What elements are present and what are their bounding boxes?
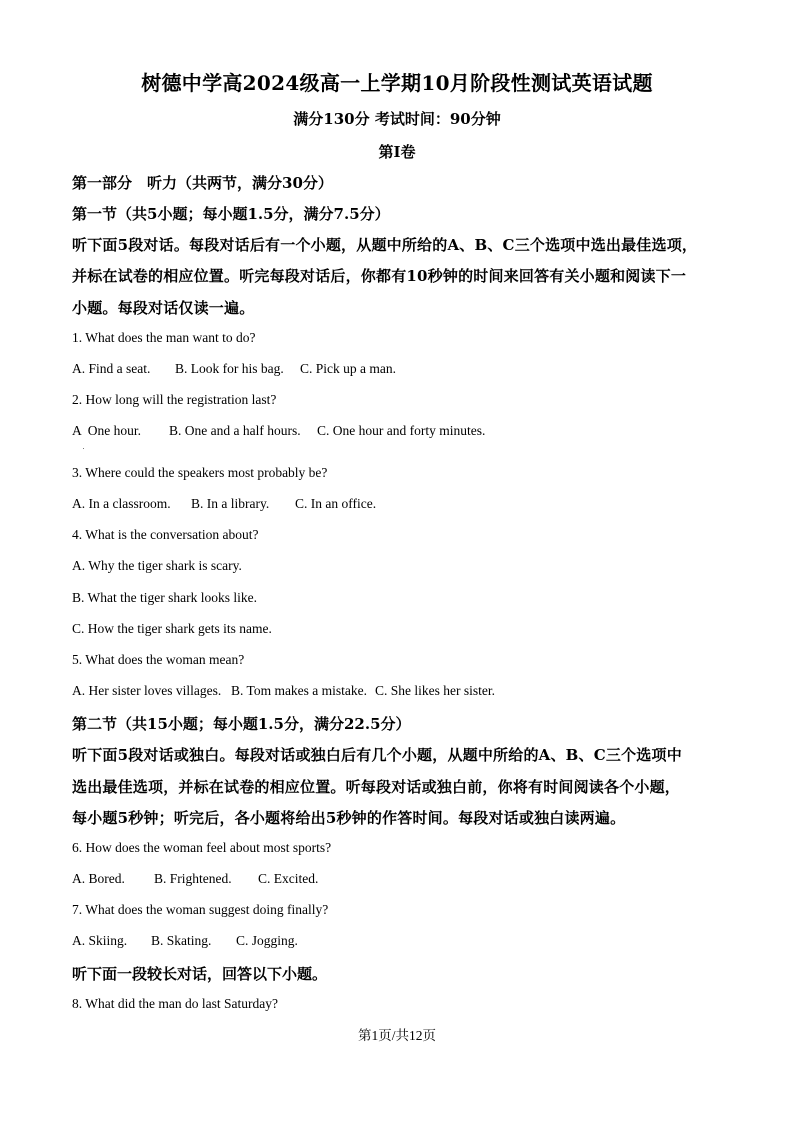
question-3: 3. Where could the speakers most probably be?	[72, 465, 328, 480]
option-a: A. Find a seat.	[72, 361, 151, 376]
option-c: C. Jogging.	[236, 933, 298, 948]
question-1: 1. What does the man want to do?	[72, 330, 256, 345]
long-dialogue-note: 听下面一段较长对话，回答以下小题。	[72, 965, 328, 983]
option-b: B. Skating.	[151, 933, 212, 948]
section1-instruction-line: 小题。每段对话仅读一遍。	[72, 299, 255, 317]
question-6: 6. How does the woman feel about most sports?	[72, 840, 332, 855]
question-4-option-c: C. How the tiger shark gets its name.	[72, 621, 272, 636]
option-c: C. She likes her sister.	[375, 683, 495, 698]
stray-mark	[83, 448, 84, 449]
section2-instruction-line: 选出最佳选项，并标在试卷的相应位置。听每段对话或独白前，你将有时间阅读各个小题，	[72, 778, 681, 796]
option-a: A. Her sister loves villages.	[72, 683, 222, 698]
score-time-line: 满分130分 考试时间：90分钟	[293, 110, 501, 128]
question-1-options	[72, 361, 396, 377]
option-b: B. Tom makes a mistake.	[231, 683, 368, 698]
question-4: 4. What is the conversation about?	[72, 527, 259, 542]
section2-instruction-line: 听下面5段对话或独白。每段对话或独白后有几个小题，从题中所给的A、B、C三个选项中	[72, 746, 682, 764]
question-2-options	[72, 423, 485, 439]
page-number: 第1页/共12页	[357, 1028, 436, 1043]
option-b: B. Frightened.	[154, 871, 232, 886]
option-a: A. Skiing.	[72, 933, 128, 948]
volume-label: 第I卷	[378, 143, 416, 161]
section1-instruction-line: 听下面5段对话。每段对话后有一个小题，从题中所给的A、B、C三个选项中选出最佳选项，	[72, 236, 698, 254]
section1-instruction-line: 并标在试卷的相应位置。听完每段对话后，你都有10秒钟的时间来回答有关小题和阅读下一	[72, 267, 687, 285]
question-5-options	[72, 683, 495, 699]
option-a: A. Bored.	[72, 871, 125, 886]
exam-title: 树德中学高2024级高一上学期10月阶段性测试英语试题	[141, 71, 653, 95]
question-7-options	[72, 933, 298, 949]
part1-heading: 第一部分 听力（共两节，满分30分）	[72, 174, 333, 192]
question-2: 2. How long will the registration last?	[72, 392, 277, 407]
option-b: B. Look for his bag.	[175, 361, 284, 376]
option-c: C. Pick up a man.	[300, 361, 396, 376]
question-6-options	[72, 871, 318, 887]
option-b: B. In a library.	[191, 496, 270, 511]
question-4-option-a: A. Why the tiger shark is scary.	[72, 558, 242, 573]
section2-heading: 第二节（共15小题；每小题1.5分，满分22.5分）	[72, 715, 411, 733]
question-8: 8. What did the man do last Saturday?	[72, 996, 278, 1011]
option-a: A One hour.	[72, 423, 141, 438]
option-a: A. In a classroom.	[72, 496, 171, 511]
question-3-options	[72, 496, 376, 512]
option-b: B. One and a half hours.	[169, 423, 301, 438]
section1-heading: 第一节（共5小题；每小题1.5分，满分7.5分）	[72, 205, 390, 223]
question-4-option-b: B. What the tiger shark looks like.	[72, 590, 257, 605]
question-5: 5. What does the woman mean?	[72, 652, 245, 667]
option-c: C. One hour and forty minutes.	[317, 423, 486, 438]
section2-instruction-line: 每小题5秒钟；听完后，各小题将给出5秒钟的作答时间。每段对话或独白读两遍。	[72, 809, 626, 827]
option-c: C. In an office.	[295, 496, 377, 511]
option-c: C. Excited.	[258, 871, 319, 886]
question-7: 7. What does the woman suggest doing finally?	[72, 902, 329, 917]
